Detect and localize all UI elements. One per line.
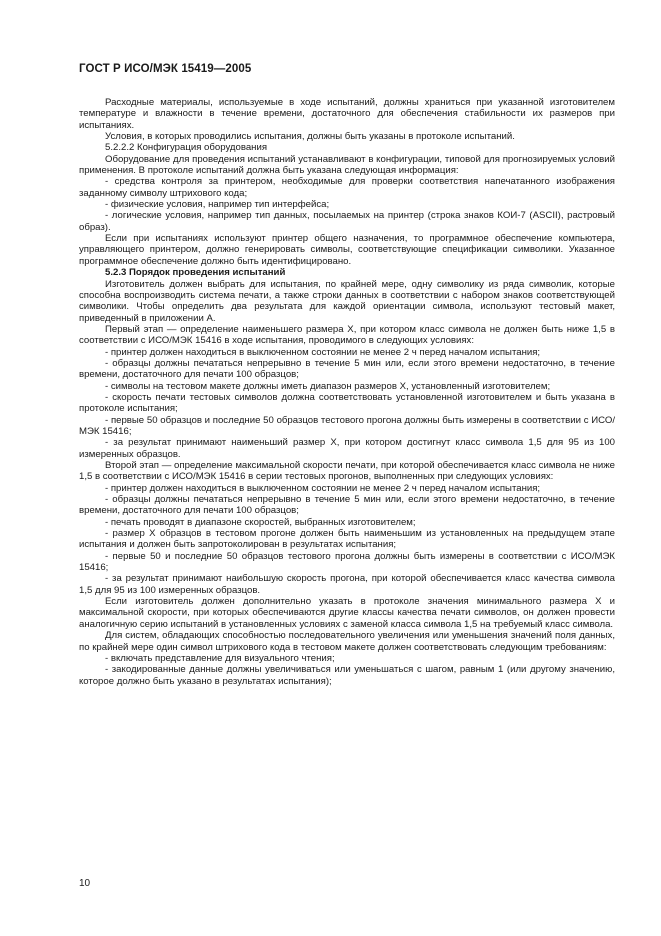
list-item: - печать проводят в диапазоне скоростей, выбранных изготовителем; [105,516,416,528]
document-body [79,97,615,687]
list-item: - за результат принимают наименьший размер X, при котором достигнут класс символа 1,5 для 95 из 100 измеренных образцов. [79,437,615,460]
list-item: - первые 50 образцов и последние 50 образцов тестового прогона должны быть измерены в соответствии с ИСО/МЭК 15416; [79,414,615,437]
list-item: - первые 50 и последние 50 образцов тестового прогона должны быть измерены в соответствии с ИСО/МЭК 15416; [79,550,615,574]
page-number: 10 [79,878,91,889]
paragraph: Второй этап — определение максимальной скорости печати, при которой обеспечивается класс символа не ниже 1,5 в соответствии с ИСО/МЭК 15416 в серии тестовых прогонов, выполненных при следующих условиях: [79,460,615,483]
list-item: - физические условия, например тип интерфейса; [105,199,330,211]
paragraph: Если изготовитель должен дополнительно указать в протоколе значения минимального размера X и максимальной скорости, при которых обеспечиваются другие классы качества печати символов, он должен провести аналогичную серию испытаний в установленных условиях с заменой класса символа 1,5 на требуемый класс символа. [79,596,615,630]
paragraph: Для систем, обладающих способностью последовательного увеличения или уменьшения значений поля данных, по крайней мере один символ штрихового кода в тестовом макете должен соответствовать следующим требованиям: [79,630,615,653]
list-item: - за результат принимают наибольшую скорость прогона, при которой обеспечивается класс качества символа 1,5 для 95 из 100 измеренных образцов. [79,573,615,596]
list-item: - образцы должны печататься непрерывно в течение 5 мин или, если этого времени недостаточно, в течение времени, достаточного для печати 100 образцов; [79,494,615,517]
list-item: - принтер должен находиться в выключенном состоянии не менее 2 ч перед началом испытания; [105,346,541,358]
paragraph: Расходные материалы, используемые в ходе испытаний, должны храниться при указанной изготовителем температуре и влажности в течение времени, достаточного для обеспечения стабильности их размеров при испытаниях. [79,97,615,131]
list-item: - размер X образцов в тестовом прогоне должен быть наименьшим из установленных на предыдущем этапе испытания и должен быть запротоколирован в результатах испытания; [79,528,615,551]
list-item: - образцы должны печататься непрерывно в течение 5 мин или, если этого времени недостаточно, в течение времени, достаточного для печати 100 образцов; [79,357,615,381]
section-heading: 5.2.3 Порядок проведения испытаний [105,267,286,279]
subsection-heading: 5.2.2.2 Конфигурация оборудования [105,142,268,154]
list-item: - логические условия, например тип данных, посылаемых на принтер (строка знаков КОИ-7 (ASCII), растровый образ). [79,210,615,233]
list-item: - принтер должен находиться в выключенном состоянии не менее 2 ч перед началом испытания; [105,482,541,494]
list-item: - скорость печати тестовых символов должна соответствовать установленной изготовителем и быть указана в протоколе испытания; [79,391,615,415]
paragraph: Изготовитель должен выбрать для испытания, по крайней мере, одну символику из ряда символик, которые способна воспроизводить система печати, а также строки данных в соответствии с набором знаков соответствующей символики. Чтобы определить два результата для каждой ориентации символа, используют тестовый макет, приведенный в приложении А. [79,278,615,324]
paragraph: Условия, в которых проводились испытания, должны быть указаны в протоколе испытаний. [105,131,515,143]
paragraph: Оборудование для проведения испытаний устанавливают в конфигурации, типовой для прогнозируемых условий применения. В протоколе испытаний должна быть указана следующая информация: [79,153,615,177]
list-item: - включать представление для визуального чтения; [105,652,335,664]
list-item: - средства контроля за принтером, необходимые для проверки соответствия напечатанного изображения заданному символу штрихового кода; [79,176,615,199]
list-item: - символы на тестовом макете должны иметь диапазон размеров X, установленный изготовителем; [105,380,551,392]
document-header: ГОСТ Р ИСО/МЭК 15419—2005 [79,63,252,75]
paragraph: Если при испытаниях используют принтер общего назначения, то программное обеспечение компьютера, управляющего принтером, должно генерировать символы, соответствующие спецификации символики. Указанное программное обеспечение должно быть идентифицировано. [79,233,615,267]
list-item: - закодированные данные должны увеличиваться или уменьшаться с шагом, равным 1 (или другому значению, которое должно быть указано в результатах испытания); [79,664,615,687]
paragraph: Первый этап — определение наименьшего размера X, при котором класс символа не должен быть ниже 1,5 в соответствии с ИСО/МЭК 15416 в ходе испытания, проводимого в следующих условиях: [79,323,615,347]
